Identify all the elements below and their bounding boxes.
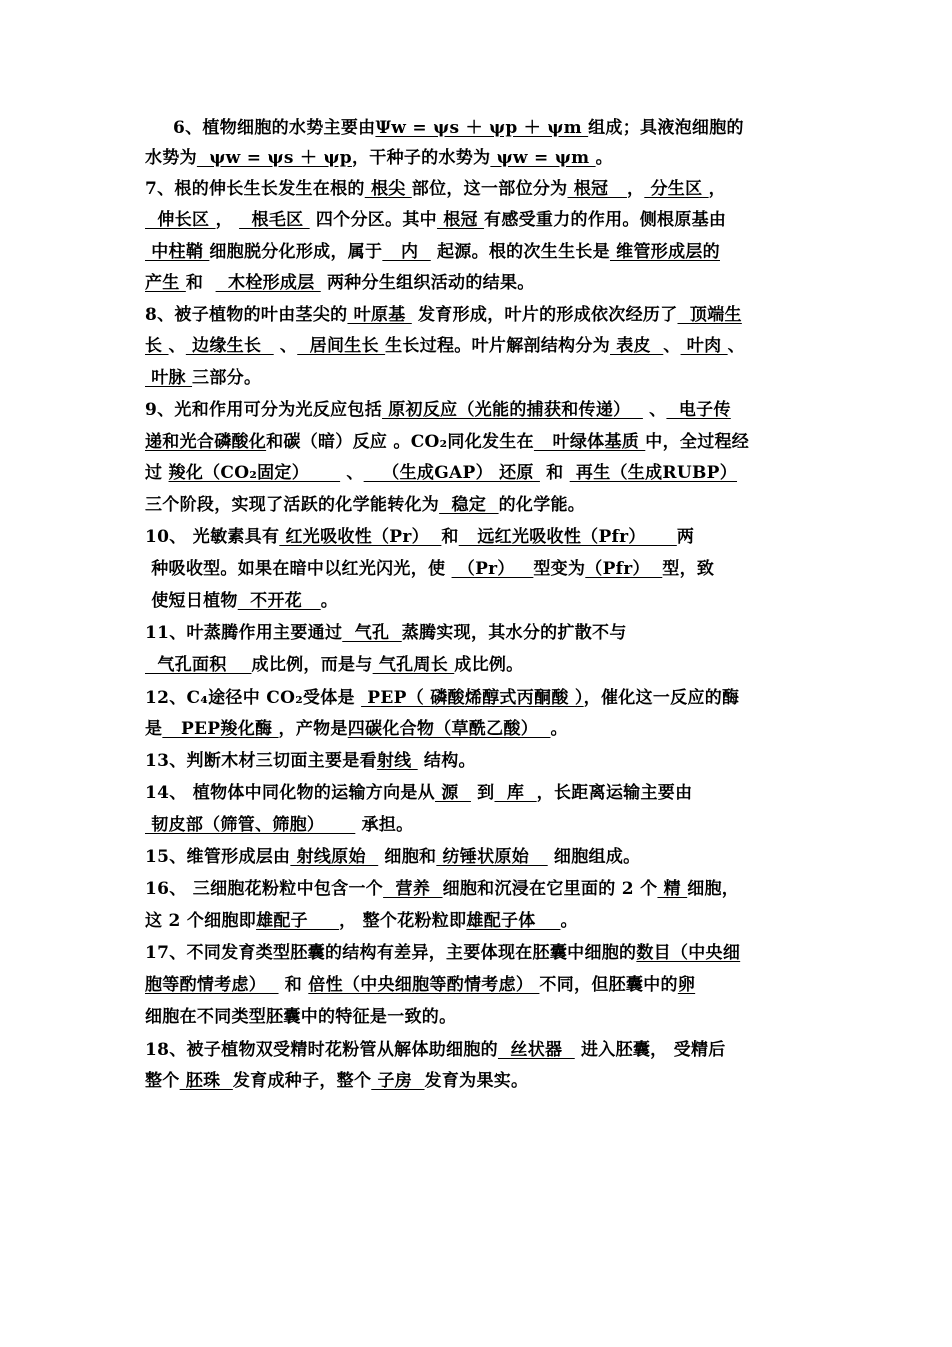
- text-segment: ， 整个花粉粒即: [339, 911, 467, 931]
- answer-blank: 气孔面积: [145, 655, 252, 675]
- answer-blank: ψw = ψs ＋ ψp: [196, 148, 352, 168]
- answer-blank: 叶脉: [145, 368, 193, 388]
- text-line: [145, 845, 640, 869]
- text-segment: 12、C₄途径中 CO₂受体是: [145, 688, 362, 708]
- text-segment: 和: [441, 527, 459, 547]
- text-segment: 整个: [145, 1071, 180, 1091]
- text-segment: 这 2 个细胞即: [145, 911, 257, 931]
- text-segment: 不同，但胚囊中的: [539, 975, 678, 995]
- text-line: [145, 557, 714, 581]
- text-segment: 三部分。: [192, 368, 262, 388]
- text-segment: 四个分区。其中: [309, 210, 437, 230]
- text-segment: 承担。: [355, 815, 414, 835]
- text-segment: 发育形成，叶片的形成依次经历了: [411, 305, 678, 325]
- text-line: [145, 334, 745, 358]
- answer-blank: 稳定: [439, 495, 499, 515]
- text-segment: 两: [676, 527, 695, 547]
- answer-blank: 内: [382, 242, 431, 262]
- text-line: [145, 240, 720, 264]
- text-line: [145, 973, 695, 997]
- text-segment: 进入胚囊， 受精后: [574, 1040, 726, 1060]
- text-line: [145, 877, 739, 901]
- answer-blank: 顶端生: [677, 305, 742, 325]
- text-segment: ，催化这一反应的酶: [583, 688, 740, 708]
- answer-blank: （生成GAP） 还原: [363, 463, 540, 483]
- text-segment: 16、 三细胞花粉粒中包含一个: [145, 879, 384, 899]
- answer-blank: 分生区: [644, 179, 709, 199]
- answer-blank: 叶原基: [347, 305, 412, 325]
- text-line: [145, 271, 535, 295]
- text-line: [145, 303, 742, 327]
- answer-blank: 四碳化合物（草酰乙酸）: [347, 719, 551, 739]
- answer-blank: 红光吸收性（Pr）: [279, 527, 442, 547]
- text-segment: 细胞脱分化形成，属于: [209, 242, 383, 262]
- answer-blank: PEP羧化酶: [162, 719, 279, 739]
- answer-blank: 不开花: [237, 591, 321, 611]
- answer-blank: （Pfr）: [585, 559, 663, 579]
- text-segment: 型变为: [533, 559, 586, 579]
- text-line: [145, 1069, 528, 1093]
- text-line: [173, 116, 744, 140]
- text-segment: 水势为: [145, 148, 197, 168]
- text-segment: 到: [470, 783, 495, 803]
- text-segment: 和碳（暗）反应 。CO₂同化发生在: [266, 432, 534, 452]
- answer-blank: 长: [145, 336, 169, 356]
- answer-blank: PEP（ 磷酸烯醇式丙酮酸 ）: [361, 688, 584, 708]
- text-line: [145, 493, 585, 517]
- text-segment: 和: [278, 975, 309, 995]
- text-line: [145, 909, 578, 933]
- text-segment: 蒸腾实现，其水分的扩散不与: [401, 623, 627, 643]
- answer-blank: 子房: [371, 1071, 425, 1091]
- text-segment: 6、植物细胞的水势主要由: [173, 118, 376, 138]
- answer-blank: 根冠: [567, 179, 627, 199]
- answer-blank: （Pr）: [451, 559, 534, 579]
- answer-blank: 根冠: [436, 210, 485, 230]
- text-segment: 细胞和沉浸在它里面的 2 个: [442, 879, 658, 899]
- text-segment: 发育为果实。: [424, 1071, 529, 1091]
- answer-blank: 雄配子体: [466, 911, 561, 931]
- text-line: [145, 653, 523, 677]
- text-line: [145, 813, 413, 837]
- text-segment: 、: [727, 336, 745, 356]
- text-segment: 结构。: [417, 751, 476, 771]
- text-segment: 和: [185, 273, 216, 293]
- text-segment: 、: [340, 463, 364, 483]
- text-segment: 有感受重力的作用。侧根原基由: [484, 210, 727, 230]
- answer-blank: 射线: [376, 751, 418, 771]
- text-line: [145, 686, 739, 710]
- text-segment: 10、 光敏素具有: [145, 527, 280, 547]
- text-line: [145, 941, 740, 965]
- text-segment: 、: [273, 336, 298, 356]
- text-segment: ，: [626, 179, 645, 199]
- text-segment: 11、叶蒸腾作用主要通过: [145, 623, 343, 643]
- text-segment: 。: [560, 911, 578, 931]
- text-segment: 7、根的伸长生长发生在根的: [145, 179, 365, 199]
- text-segment: 组成；具液泡细胞的: [588, 118, 744, 138]
- text-segment: 使短日植物: [145, 591, 238, 611]
- answer-blank: 居间生长: [297, 336, 386, 356]
- text-line: [145, 1038, 726, 1062]
- answer-blank: 远红光吸收性（Pfr）: [458, 527, 677, 547]
- text-segment: 和: [539, 463, 570, 483]
- answer-blank: 气孔: [342, 623, 402, 643]
- text-line: [145, 749, 476, 773]
- text-line: [145, 430, 749, 454]
- text-segment: 生长过程。叶片解剖结构分为: [385, 336, 610, 356]
- answer-blank: 表皮: [610, 336, 664, 356]
- text-segment: ，: [215, 210, 240, 230]
- text-segment: 15、维管形成层由: [145, 847, 291, 867]
- answer-blank: 胞等酌情考虑）: [145, 975, 279, 995]
- answer-blank: 韧皮部（筛管、筛胞）: [145, 815, 356, 835]
- text-segment: 14、 植物体中同化物的运输方向是从: [145, 783, 435, 803]
- text-line: [145, 621, 627, 645]
- text-line: [145, 366, 261, 390]
- text-segment: 17、不同发育类型胚囊的结构有差异，主要体现在胚囊中细胞的: [145, 943, 637, 963]
- text-segment: 、: [663, 336, 681, 356]
- text-segment: 种吸收型。如果在暗中以红光闪光，使: [145, 559, 452, 579]
- answer-blank: 根毛区: [239, 210, 310, 230]
- text-segment: 中，全过程经: [645, 432, 750, 452]
- text-segment: 型，致: [662, 559, 715, 579]
- answer-blank: 木栓形成层: [215, 273, 321, 293]
- text-segment: 细胞，: [687, 879, 740, 899]
- text-line: [145, 208, 726, 232]
- text-segment: 、: [168, 336, 186, 356]
- text-line: [145, 525, 694, 549]
- answer-blank: 库: [494, 783, 537, 803]
- answer-blank: 中柱鞘: [145, 242, 210, 262]
- answer-blank: 营养: [383, 879, 443, 899]
- answer-blank: 叶绿体基质: [533, 432, 646, 452]
- answer-blank: 卵: [677, 975, 696, 995]
- text-line: [145, 146, 613, 170]
- text-segment: 8、被子植物的叶由茎尖的: [145, 305, 348, 325]
- text-line: [145, 781, 692, 805]
- text-segment: ，: [708, 179, 726, 199]
- answer-blank: ψw = ψm: [490, 148, 596, 168]
- answer-blank: 源: [434, 783, 471, 803]
- answer-blank: 原初反应（光能的捕获和传递）: [382, 400, 643, 420]
- text-segment: 三个阶段，实现了活跃的化学能转化为: [145, 495, 440, 515]
- answer-blank: 递和光合磷酸化: [145, 432, 267, 452]
- text-segment: 部位，这一部位分为: [411, 179, 568, 199]
- text-segment: 9、光和作用可分为光反应包括: [145, 400, 383, 420]
- text-line: [145, 398, 731, 422]
- text-line: [145, 177, 726, 201]
- answer-blank: 叶肉: [680, 336, 728, 356]
- text-line: [145, 461, 737, 485]
- text-segment: 。: [550, 719, 568, 739]
- text-segment: 发育成种子，整个: [232, 1071, 372, 1091]
- text-segment: 18、被子植物双受精时花粉管从解体助细胞的: [145, 1040, 498, 1060]
- text-segment: 起源。根的次生生长是: [430, 242, 610, 262]
- text-segment: 。: [320, 591, 339, 611]
- answer-blank: 数目（中央细: [636, 943, 741, 963]
- answer-blank: 根尖: [364, 179, 412, 199]
- answer-blank: 羧化（CO₂固定）: [168, 463, 341, 483]
- text-segment: ，产物是: [278, 719, 348, 739]
- answer-blank: 精: [657, 879, 688, 899]
- text-line: [145, 589, 338, 613]
- answer-blank: 胚珠: [179, 1071, 233, 1091]
- text-segment: 细胞组成。: [547, 847, 641, 867]
- answer-blank: 气孔周长: [372, 655, 455, 675]
- answer-blank: 纺锤状原始: [436, 847, 548, 867]
- text-segment: 、: [642, 400, 667, 420]
- text-segment: 细胞在不同类型胚囊中的特征是一致的。: [145, 1007, 457, 1027]
- answer-blank: 丝状器: [497, 1040, 575, 1060]
- text-segment: 是: [145, 719, 163, 739]
- text-segment: 。: [595, 148, 613, 168]
- answer-blank: 雄配子: [256, 911, 340, 931]
- text-segment: 两种分生组织活动的结果。: [320, 273, 535, 293]
- answer-blank: Ψw = ψs ＋ ψp ＋ ψm: [375, 118, 589, 138]
- answer-blank: 射线原始: [290, 847, 379, 867]
- text-line: [145, 1005, 456, 1029]
- answer-blank: 再生（生成RUBP）: [569, 463, 738, 483]
- answer-blank: 边缘生长: [185, 336, 274, 356]
- text-segment: 细胞和: [378, 847, 437, 867]
- text-segment: 成比例。: [454, 655, 524, 675]
- answer-blank: 产生: [145, 273, 186, 293]
- text-segment: ，干种子的水势为: [351, 148, 491, 168]
- answer-blank: 电子传: [666, 400, 731, 420]
- text-segment: 的化学能。: [498, 495, 586, 515]
- text-segment: 过: [145, 463, 169, 483]
- text-segment: 成比例，而是与: [251, 655, 373, 675]
- answer-blank: 伸长区: [145, 210, 216, 230]
- text-segment: ，长距离运输主要由: [536, 783, 693, 803]
- text-line: [145, 717, 568, 741]
- answer-blank: 倍性（中央细胞等酌情考虑）: [308, 975, 540, 995]
- text-segment: 13、判断木材三切面主要是看: [145, 751, 377, 771]
- answer-blank: 维管形成层的: [609, 242, 720, 262]
